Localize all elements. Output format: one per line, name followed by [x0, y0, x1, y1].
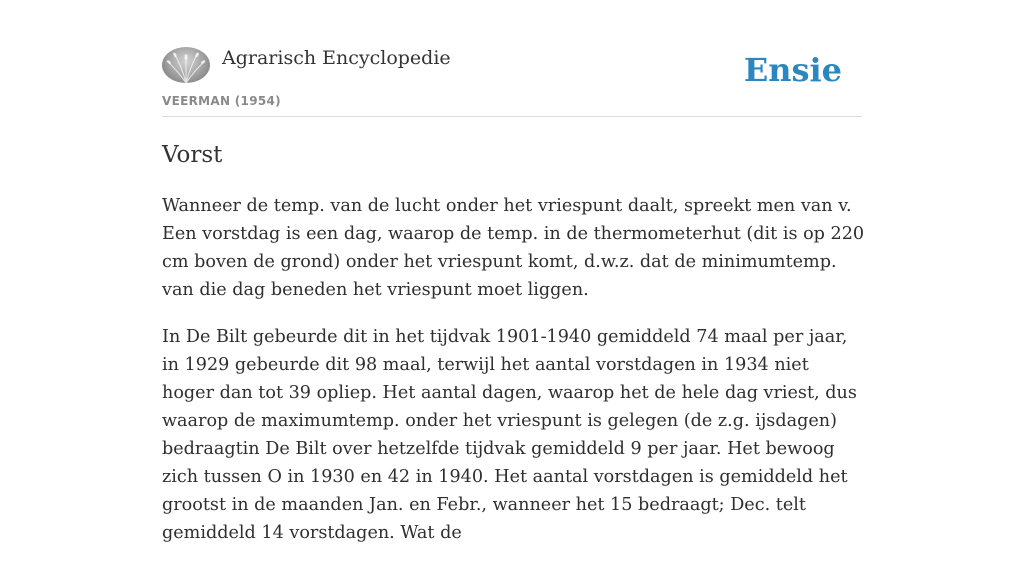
article: [162, 140, 866, 566]
paragraph: Wanneer de temp. van de lucht onder het vriespunt daalt, spreekt men van v. Een vorstdag is een dag, waarop de temp. in de thermometerhut (dit is op 220 cm boven de grond) onder het vriespunt komt, d.w.z. dat de minimumtemp. van die dag beneden het vriespunt moet liggen.: [162, 196, 865, 300]
publication-title[interactable]: Agrarisch Encyclopedie: [222, 47, 451, 69]
wheat-icon[interactable]: [162, 47, 210, 83]
edition-label: VEERMAN (1954): [162, 94, 281, 108]
page-title: Vorst: [162, 142, 223, 168]
brand-logo[interactable]: Ensie: [743, 51, 842, 89]
paragraph: In De Bilt gebeurde dit in het tijdvak 1901-1940 gemiddeld 74 maal per jaar, in 1929 gebeurde dit 98 maal, terwijl het aantal vorstdagen in 1934 niet hoger dan tot 39 opliep. Het aantal dagen, waarop het de hele dag vriest, dus waarop de maximumtemp. onder het vriespunt is gelegen (de z.g. ijsdagen) bedraagtin De Bilt over hetzelfde tijdvak gemiddeld 9 per jaar. Het bewoog zich tussen O in 1930 en 42 in 1940. Het aantal vorstdagen is gemiddeld het grootst in de maanden Jan. en Febr., wanneer het 15 bedraagt; Dec. telt gemiddeld 14 vorstdagen. Wat de: [162, 327, 857, 543]
header: [162, 46, 862, 117]
